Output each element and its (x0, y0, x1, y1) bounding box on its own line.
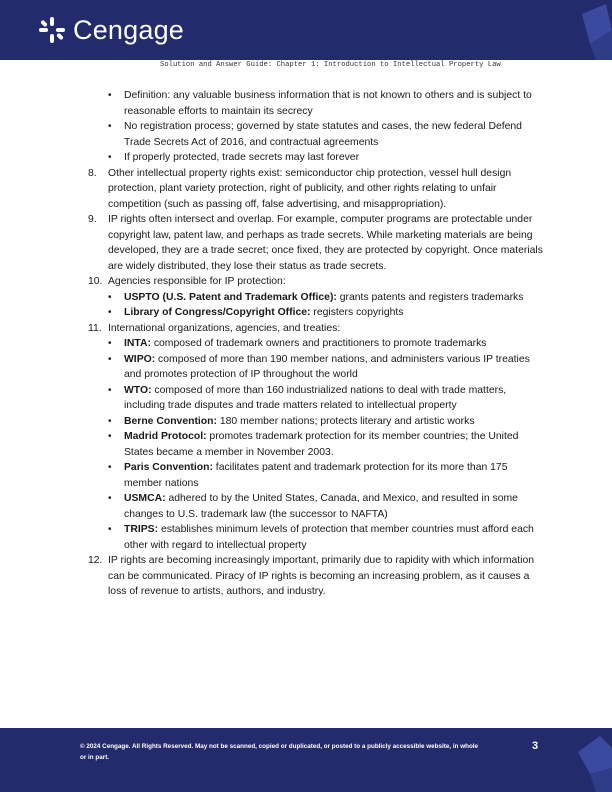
header-decoration (560, 0, 612, 60)
bullet-item (88, 522, 548, 553)
copyright-notice: © 2024 Cengage. All Rights Reserved. May not be scanned, copied or duplicated, or posted to a publicly accessible website, in whole or in part. (80, 743, 479, 761)
list-item (88, 274, 548, 321)
bullet-icon: • (108, 462, 112, 473)
bullet-item (88, 460, 548, 491)
item-text: Other intellectual property rights exist: semiconductor chip protection, vessel hull design protection, plant variety protection, right of publicity, and other rights relating to unfair competition (such as passing off, false advertising, and misappropriation). (108, 167, 512, 210)
bullet-icon: • (108, 431, 112, 442)
list-item (88, 212, 548, 274)
bullet-icon: • (108, 121, 112, 132)
list-item (88, 553, 548, 600)
bullet-term: WTO: (124, 384, 152, 396)
bullet-text: Definition: any valuable business information that is not known to others and is subject to reasonable efforts to maintain its secrecy (124, 90, 532, 117)
logo-wordmark: Cengage (73, 15, 184, 45)
bullet-icon: • (108, 90, 112, 101)
running-header: Solution and Answer Guide: Chapter 1: Introduction to Intellectual Property Law (160, 61, 501, 69)
bullet-item (88, 150, 548, 166)
bullet-description: establishes minimum levels of protection that member countries must afford each other with regard to intellectual property (124, 524, 534, 551)
bullet-term: INTA: (124, 338, 151, 349)
header-banner (0, 0, 612, 60)
bullet-term: Berne Convention: (124, 415, 217, 427)
bullet-item (88, 88, 548, 119)
bullet-icon: • (108, 307, 112, 318)
bullet-description: promotes trademark protection for its member countries; the United States became a member in November 2003. (124, 431, 519, 458)
bullet-item (88, 414, 548, 430)
bullet-term: Library of Congress/Copyright Office: (124, 307, 311, 318)
bullet-description: adhered to by the United States, Canada, and Mexico, and resulted in some changes to U.S. trademark law (the successor to NAFTA) (124, 493, 518, 520)
item-number: 10. (88, 276, 103, 287)
document-body (88, 88, 548, 600)
cengage-logo (37, 14, 184, 46)
bullet-item (88, 119, 548, 150)
bullet-icon: • (108, 415, 112, 427)
bullet-icon: • (108, 524, 112, 535)
item-number: 11. (88, 322, 102, 334)
bullet-icon: • (108, 384, 112, 396)
list-item (88, 166, 548, 213)
bullet-text: No registration process; governed by state statutes and cases, the new federal Defend Trade Secrets Act of 2016, and contractual agreements (124, 121, 522, 148)
bullet-item (88, 491, 548, 522)
item-text: Agencies responsible for IP protection: (108, 276, 286, 287)
bullet-item (88, 429, 548, 460)
item-text: IP rights are becoming increasingly important, primarily due to rapidity with which information can be communicated. Piracy of IP rights is becoming an increasing problem, as it causes a loss of revenue to artists, authors, and industry. (108, 555, 535, 597)
page-number: 3 (532, 740, 539, 752)
numbered-list (88, 166, 548, 600)
bullet-term: TRIPS: (124, 524, 159, 535)
item-number: 9. (88, 214, 97, 225)
bullet-description: composed of trademark owners and practitioners to promote trademarks (150, 338, 487, 349)
bullet-term: Paris Convention: (124, 462, 213, 473)
bullet-icon: • (108, 338, 112, 349)
bullet-item (88, 305, 548, 321)
item-number: 8. (88, 167, 97, 179)
cengage-mark-icon (37, 15, 67, 45)
bullet-description: registers copyrights (310, 307, 404, 318)
bullet-term: Madrid Protocol: (124, 431, 207, 442)
sub-bullet-list (88, 290, 548, 321)
bullet-icon: • (108, 493, 112, 504)
bullet-term: USMCA: (124, 493, 166, 504)
list-item (88, 321, 548, 554)
bullet-item (88, 336, 548, 352)
item-text: International organizations, agencies, and treaties: (108, 322, 341, 334)
item-number: 12. (88, 555, 103, 566)
bullet-item (88, 352, 548, 383)
bullet-description: composed of more than 190 member nations, and administers various IP treaties and promotes protection of IP throughout the world (124, 353, 530, 380)
bullet-term: WIPO: (124, 353, 156, 365)
bullet-icon: • (108, 291, 112, 303)
sub-bullet-list (88, 336, 548, 553)
bullet-item (88, 383, 548, 414)
bullet-item (88, 290, 548, 306)
continued-bullet-list (88, 88, 548, 166)
bullet-term: USPTO (U.S. Patent and Trademark Office): (124, 291, 337, 303)
bullet-icon: • (108, 353, 112, 365)
bullet-description: grants patents and registers trademarks (336, 291, 524, 303)
bullet-description: 180 member nations; protects literary and artistic works (216, 415, 475, 427)
footer-banner (0, 728, 612, 792)
bullet-icon: • (108, 152, 112, 163)
footer-decoration (560, 728, 612, 792)
bullet-text: If properly protected, trade secrets may last forever (124, 152, 360, 163)
bullet-description: composed of more than 160 industrialized nations to deal with trade matters, including trade disputes and trade matters related to intellectual property (124, 384, 507, 411)
bullet-description: facilitates patent and trademark protection for its more than 175 member nations (124, 462, 508, 489)
item-text: IP rights often intersect and overlap. For example, computer programs are protectable under copyright law, patent law, and perhaps as trade secrets. While marketing materials are being developed, they are a trade secret; once fixed, they are protected by copyright. Once materials are widely distributed, they lose their status as trade secrets. (108, 214, 543, 272)
